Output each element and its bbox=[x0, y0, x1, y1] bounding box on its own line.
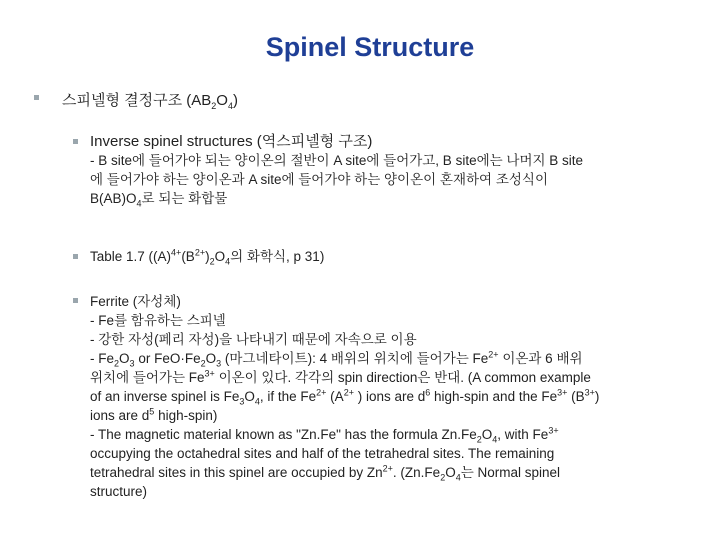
ferrite-heading: Ferrite (자성체) bbox=[90, 294, 181, 309]
ferrite-line-1: - Fe를 함유하는 스피넬 bbox=[90, 313, 226, 328]
inverse-spinel-section bbox=[90, 132, 705, 208]
ferrite-line-2: - 강한 자성(페리 자성)을 나타내기 때문에 자속으로 이용 bbox=[90, 332, 417, 347]
slide-title: Spinel Structure bbox=[265, 32, 475, 62]
bullet-icon bbox=[34, 95, 39, 100]
ferrite-line-10: structure) bbox=[90, 484, 148, 499]
ferrite-line-7: - The magnetic material known as "Zn.Fe" has the formula $Zn.Fe_2O_4$, with $Fe^{3+}$ bbox=[90, 425, 559, 445]
ferrite-line-5: of an inverse spinel is $Fe_3O_4$, if the $Fe^{2+}$ ($A^{2+}$ ) ions are $d^6$ high-spin and the $Fe^{3+}$ $(B^{3+})$ bbox=[90, 387, 600, 407]
ferrite-line-3: - $Fe_2O_3$ or $FeO\cdot Fe_2O_3$ (마그네타이트): 4 배위의 위치에 들어가는 $Fe^{2+}$ 이온과 6 배위 bbox=[90, 349, 583, 369]
inverse-spinel-heading: Inverse spinel structures (역스피넬형 구조) bbox=[90, 133, 373, 150]
ferrite-line-9: tetrahedral sites in this spinel are occupied by $Zn^{2+}$. ($Zn.Fe_2O_4$는 Normal spinel bbox=[90, 463, 561, 483]
ferrite-line-8: occupying the octahedral sites and half of the tetrahedral sites. The remaining bbox=[90, 446, 555, 461]
table-reference: Table 1.7 ($(A)^{4+}(B^{2+})_2O_4$의 화학식, p 31) bbox=[90, 247, 325, 267]
bullet-icon bbox=[73, 298, 78, 303]
inverse-line-1: - B site에 들어가야 되는 양이온의 절반이 A site에 들어가고, B site에는 나머지 B site bbox=[90, 153, 584, 168]
inverse-line-2: 에 들어가야 하는 양이온과 A site에 들어가야 하는 양이온이 혼재하여 조성식이 bbox=[90, 172, 549, 187]
inverse-line-3: $B(AB)O_4$로 되는 화합물 bbox=[90, 191, 228, 209]
level1-item: 스피넬형 결정구조 $(AB_2O_4)$ bbox=[62, 92, 238, 111]
bullet-icon bbox=[73, 254, 78, 259]
ferrite-line-6: ions are $d^5$ high-spin) bbox=[90, 406, 218, 423]
bullet-icon bbox=[73, 139, 78, 144]
ferrite-section bbox=[90, 292, 705, 501]
ferrite-line-4: 위치에 들어가는 $Fe^{3+}$ 이온이 있다. 각각의 spin direction은 반대. (A common example bbox=[90, 368, 591, 385]
